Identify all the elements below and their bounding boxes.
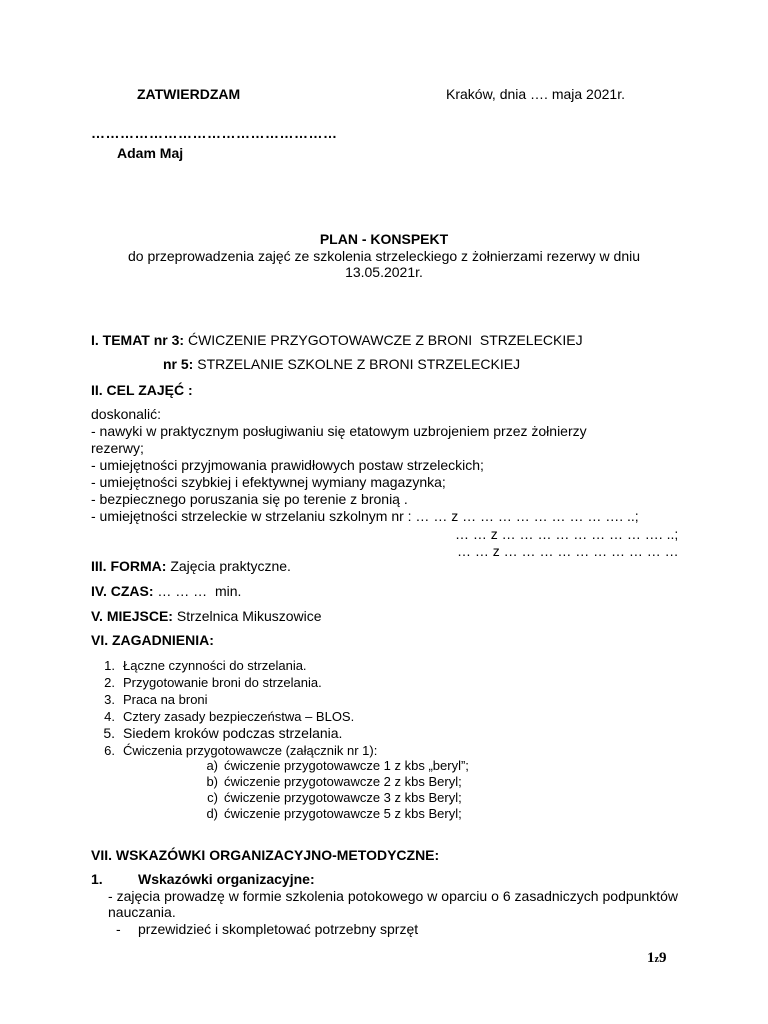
list-item-number: 5. (103, 725, 115, 741)
temat-label: I. TEMAT nr 3: (91, 332, 185, 348)
approve-heading: ZATWIERDZAM (137, 86, 241, 102)
miejsce-value: Strzelnica Mikuszowice (172, 608, 322, 624)
sub-list-item (200, 806, 462, 821)
sub-list-item (200, 790, 462, 805)
document-subtitle-line1: do przeprowadzenia zajęć ze szkolenia strzeleckiego z żołnierzami rezerwy w dniu (127, 248, 640, 264)
sub-list-item-text: ćwiczenie przygotowawcze 3 z kbs Beryl; (224, 790, 462, 805)
page-separator: z (654, 954, 659, 965)
list-item-text: Cztery zasady bezpieczeństwa – BLOS. (123, 709, 355, 724)
cel-line: rezerwy; (91, 440, 144, 456)
signatory-name: Adam Maj (117, 145, 184, 161)
forma-label: III. FORMA: (91, 558, 167, 574)
cel-line: - umiejętności przyjmowania prawidłowych postaw strzeleckich; (91, 457, 484, 473)
czas-label: IV. CZAS: (91, 583, 154, 599)
sub-list-item (200, 758, 469, 773)
cel-line: - nawyki w praktycznym posługiwaniu się etatowym uzbrojeniem przez żołnierzy (91, 423, 587, 439)
list-item-text: Przygotowanie broni do strzelania. (123, 675, 322, 690)
cel-line: - umiejętności szybkiej i efektywnej wymiany magazynka; (91, 474, 446, 490)
place-date: Kraków, dnia …. maja 2021r. (446, 86, 625, 102)
list-item-number: 4. (104, 709, 115, 724)
temat-value-2: STRZELANIE SZKOLNE Z BRONI STRZELECKIEJ (193, 356, 521, 372)
cel-line: … … z … … … … … … … … … … (457, 543, 679, 559)
temat-row-2 (163, 356, 520, 372)
forma-row (91, 558, 291, 574)
list-item-number: 1. (104, 658, 115, 673)
page-current: 1 (647, 950, 655, 966)
temat-label-2: nr 5: (163, 356, 194, 372)
zagadnienia-label: VI. ZAGADNIENIA: (91, 632, 214, 648)
cel-label: II. CEL ZAJĘĆ : (91, 382, 193, 398)
wskazowki-paragraph: - zajęcia prowadzę w formie szkolenia potokowego w oparciu o 6 zasadniczych podpunktów nauczania. (108, 888, 678, 920)
sub-list-item-letter: a) (206, 758, 218, 773)
page-number (647, 950, 666, 967)
sub-list-item-text: ćwiczenie przygotowawcze 1 z kbs „beryl”; (224, 758, 469, 773)
sub-list-item-letter: b) (206, 774, 218, 789)
page-total: 9 (658, 950, 667, 966)
list-item (93, 692, 208, 707)
miejsce-label: V. MIEJSCE: (91, 608, 173, 624)
cel-line: - umiejętności strzeleckie w strzelaniu szkolnym nr : … … z … … … … … … … … …. ..; (91, 508, 639, 524)
wskazowki-sub-label: Wskazówki organizacyjne: (138, 871, 315, 887)
list-item (93, 709, 354, 724)
sub-list-item-text: ćwiczenie przygotowawcze 2 z kbs Beryl; (224, 774, 462, 789)
czas-value: … … … min. (153, 583, 242, 599)
list-item (93, 658, 307, 673)
wskazowki-item: przewidzieć i skompletować potrzebny sprzęt (138, 921, 419, 937)
list-item-number: 3. (104, 692, 115, 707)
document-subtitle-line2: 13.05.2021r. (345, 264, 423, 280)
miejsce-row (91, 608, 322, 624)
temat-row (91, 332, 583, 348)
list-item-text: Praca na broni (123, 692, 208, 707)
list-item-text: Ćwiczenia przygotowawcze (załącznik nr 1): (123, 743, 378, 758)
forma-value: Zajęcia praktyczne. (166, 558, 291, 574)
signature-line: …………………………………………… (91, 125, 338, 141)
document-title: PLAN - KONSPEKT (319, 231, 449, 247)
list-item (93, 675, 322, 690)
temat-value: ĆWICZENIE PRZYGOTOWAWCZE Z BRONI STRZELECKIEJ (184, 332, 583, 348)
wskazowki-dash: - (116, 921, 121, 937)
sub-list-item-letter: d) (206, 806, 218, 821)
cel-line: … … z … … … … … … … … …. ..; (455, 526, 679, 542)
wskazowki-sub-number: 1. (91, 871, 103, 887)
czas-row (91, 583, 241, 599)
cel-line: doskonalić: (91, 406, 162, 422)
list-item-number: 6. (104, 743, 115, 758)
cel-line: - bezpiecznego poruszania się po terenie z bronią . (91, 491, 408, 507)
list-item-number: 2. (104, 675, 115, 690)
sub-list-item-letter: c) (207, 790, 218, 805)
sub-list-item (200, 774, 462, 789)
sub-list-item-text: ćwiczenie przygotowawcze 5 z kbs Beryl; (224, 806, 462, 821)
wskazowki-label: VII. WSKAZÓWKI ORGANIZACYJNO-METODYCZNE: (91, 847, 440, 863)
list-item-text: Łączne czynności do strzelania. (123, 658, 307, 673)
list-item (93, 743, 377, 758)
list-item (93, 725, 342, 741)
list-item-text: Siedem kroków podczas strzelania. (123, 725, 343, 741)
